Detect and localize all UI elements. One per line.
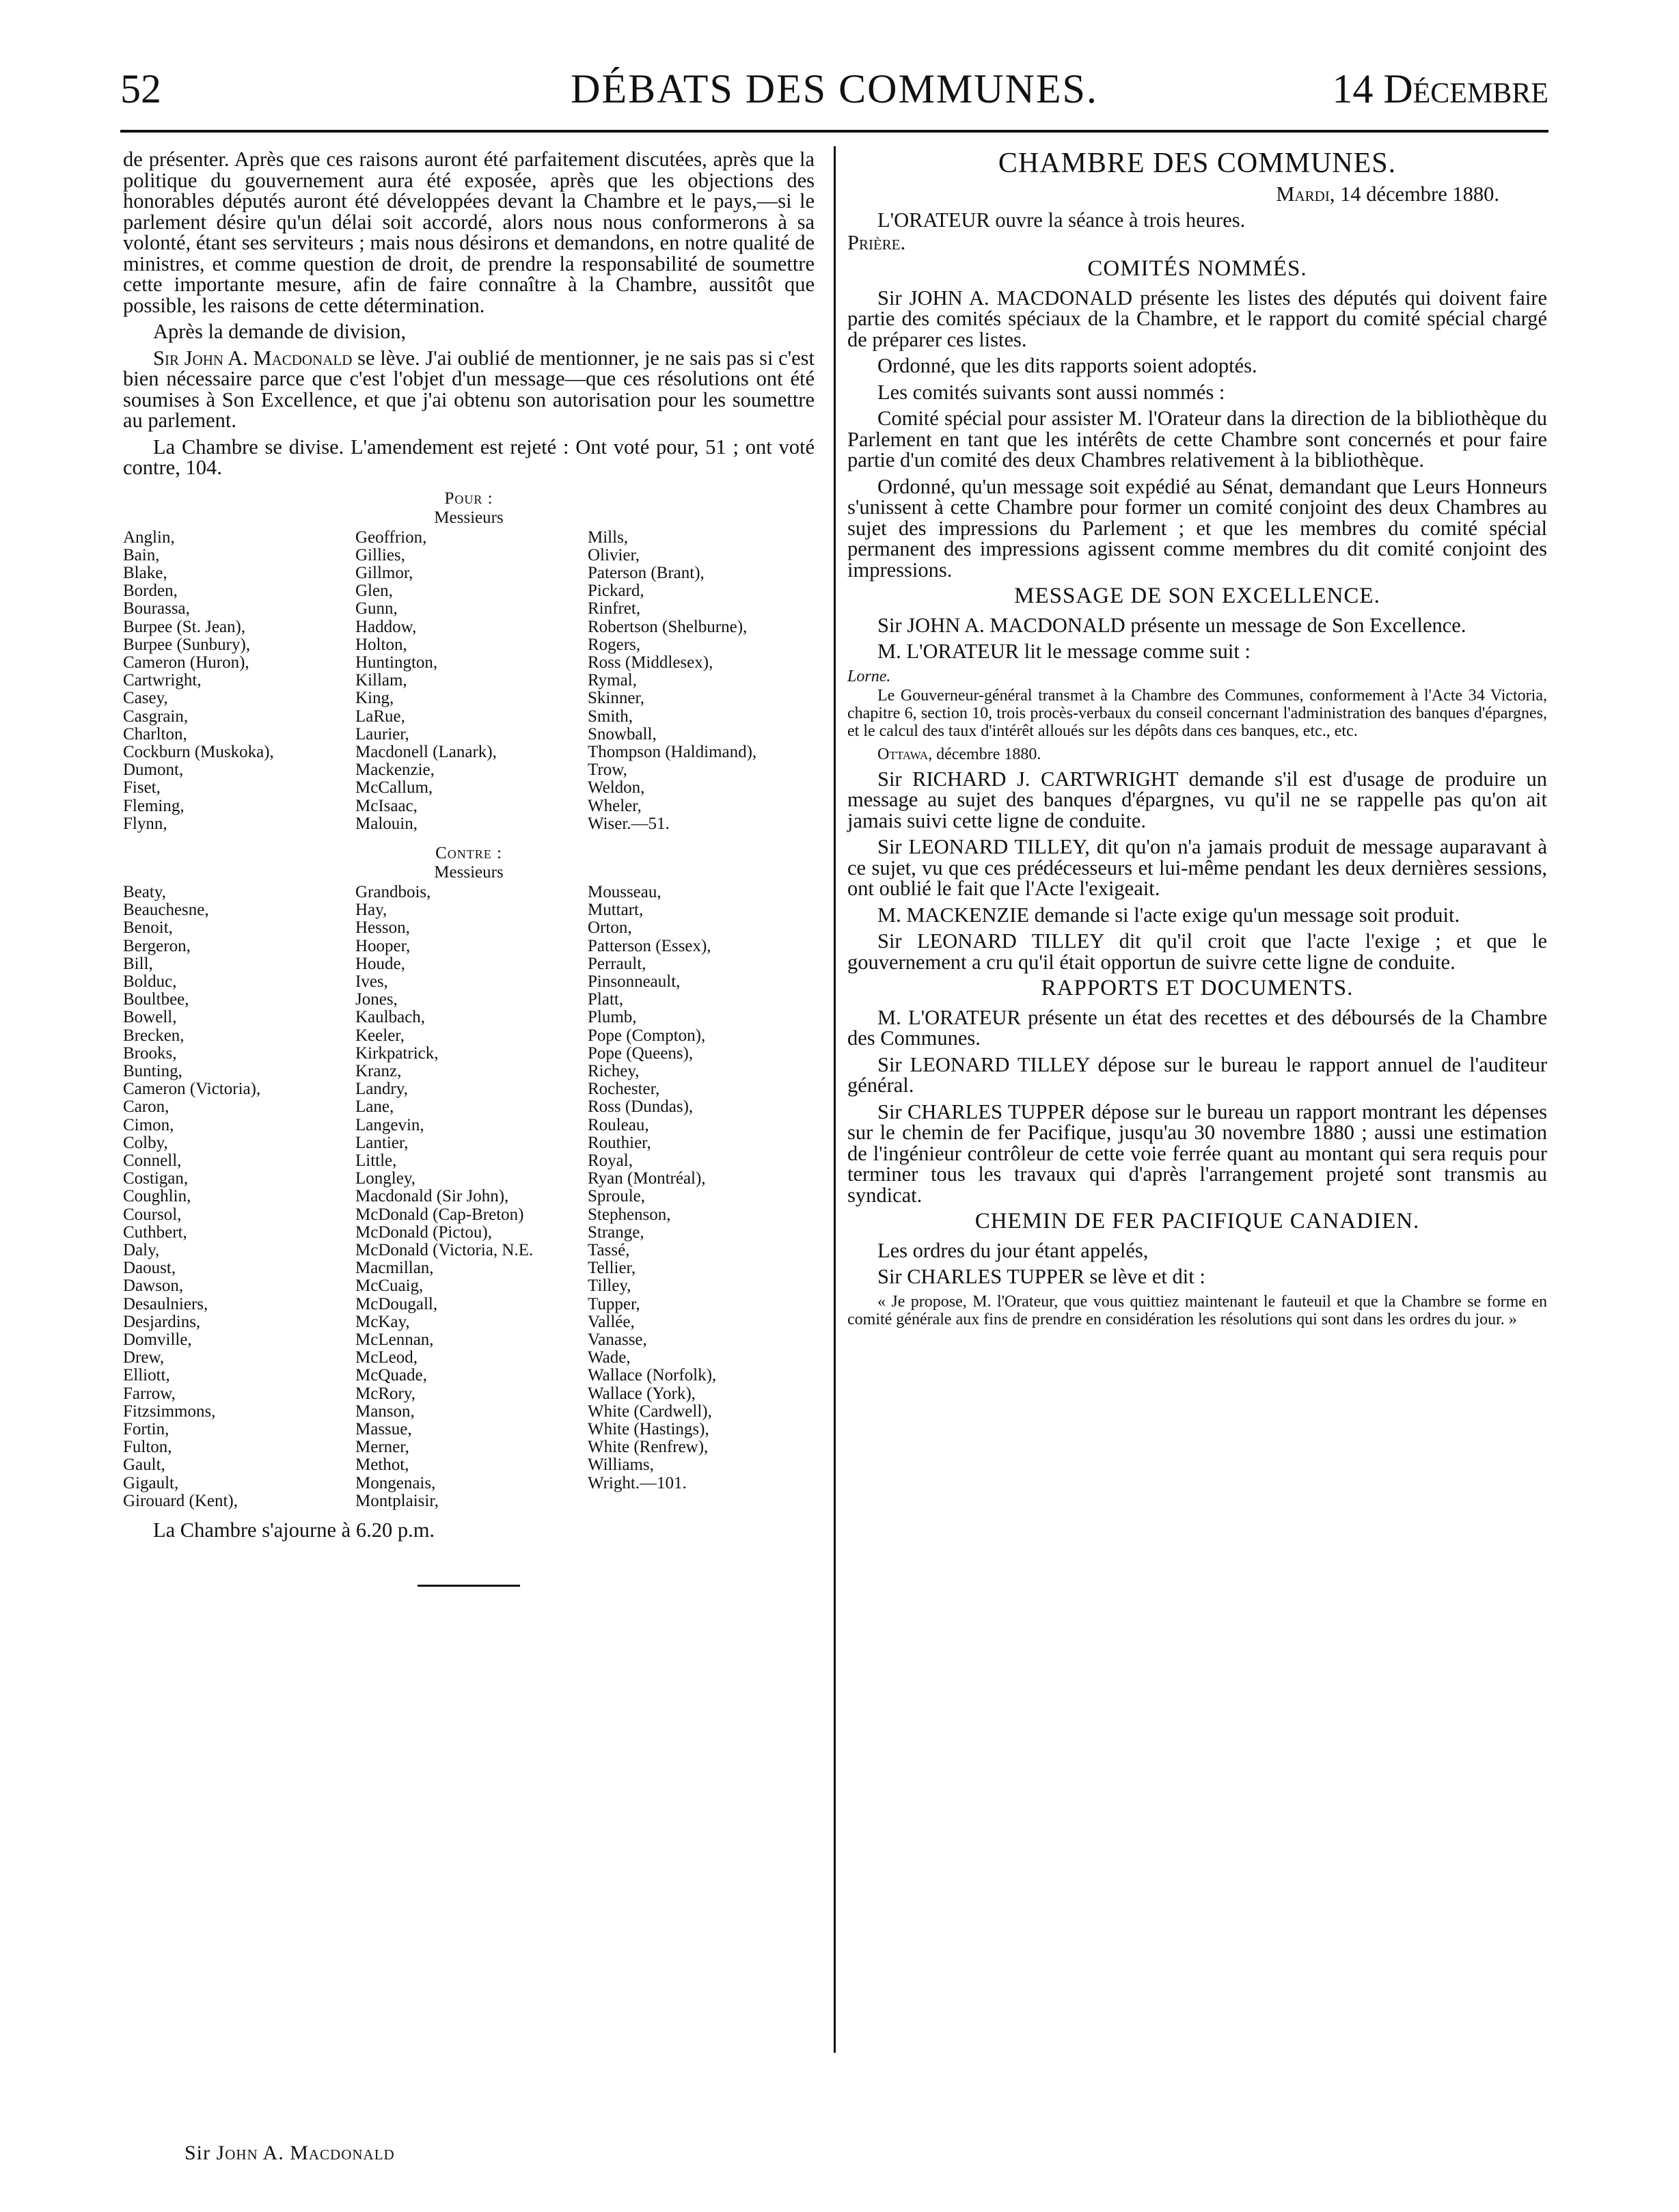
member-name: Cameron (Victoria), — [123, 1080, 261, 1099]
contre-heading: Contre : Messieurs — [434, 843, 504, 882]
member-name: Bill, — [123, 955, 153, 973]
member-name: Hesson, — [355, 919, 410, 938]
member-name: Methot, — [355, 1456, 409, 1475]
member-name: Muttart, — [588, 901, 644, 920]
member-name: Mackenzie, — [355, 761, 435, 780]
chemin-heading: CHEMIN DE FER PACIFIQUE CANADIEN. — [974, 1209, 1420, 1233]
member-name: Laurier, — [355, 725, 409, 743]
adjourn-paragraph: La Chambre s'ajourne à 6.20 p.m. — [153, 1518, 435, 1542]
rapports-heading: RAPPORTS ET DOCUMENTS. — [1041, 976, 1354, 1000]
divides-paragraph: La Chambre se divise. L'amendement est rejeté : Ont voté pour, 51 ; ont voté contre, 104. — [123, 435, 815, 479]
ottawa-dateline: Ottawa, décembre 1880. — [877, 745, 1041, 763]
member-name: Thompson (Haldimand), — [588, 743, 757, 761]
member-name: Wade, — [588, 1349, 631, 1367]
member-name: Bolduc, — [123, 972, 177, 991]
member-name: Rinfret, — [588, 600, 641, 618]
signature-footer: Sir John A. Macdonald — [185, 2142, 395, 2164]
member-name: Hay, — [355, 901, 387, 920]
member-name: Ross (Middlesex), — [588, 653, 713, 672]
right-column — [847, 149, 1547, 1334]
member-name: Burpee (St. Jean), — [123, 618, 246, 636]
member-name: Wheler, — [588, 797, 642, 815]
member-name: Killam, — [355, 672, 407, 690]
header-rule — [120, 130, 1548, 133]
member-name: Charlton, — [123, 725, 187, 743]
member-name: Cartwright, — [123, 672, 202, 690]
rapports-p1: M. L'ORATEUR présente un état des recettes et des déboursés de la Chambre des Communes. — [847, 1005, 1547, 1050]
comites-p1: Sir JOHN A. MACDONALD présente les listes des députés qui doivent faire partie des comités spéciaux de la Chambre, et le rapport du comité spécial chargé de préparer ces listes. — [847, 286, 1547, 351]
section-rule — [418, 1585, 520, 1587]
member-name: Daly, — [123, 1242, 160, 1260]
contre-list — [123, 884, 815, 1510]
member-name: Merner, — [355, 1438, 409, 1457]
member-name: Desaulniers, — [123, 1295, 208, 1313]
member-name: Fulton, — [123, 1438, 172, 1457]
member-name: Pinsonneault, — [588, 972, 681, 991]
member-name: Montplaisir, — [355, 1492, 439, 1510]
message-body: Le Gouverneur-général transmet à la Chambre des Communes, conformement à l'Acte 34 Victoria, chapitre 6, section 10, trois procès-verbaux du conseil concernant l'administration des banques d'épargnes, et le calcul des taux d'intérêt alloués sur les dépôts dans ces banques, etc., etc. — [847, 686, 1547, 740]
member-name: Bunting, — [123, 1062, 182, 1080]
member-name: Anglin, — [123, 528, 175, 547]
member-name: Connell, — [123, 1152, 182, 1170]
member-name: Hooper, — [355, 937, 411, 955]
member-name: Gillmor, — [355, 564, 413, 582]
member-name: Cimon, — [123, 1116, 174, 1134]
member-name: Desjardins, — [123, 1313, 201, 1331]
member-name: Geoffrion, — [355, 528, 427, 547]
member-name: Daoust, — [123, 1259, 176, 1278]
member-name: McDonald (Cap-Breton) — [355, 1205, 524, 1224]
member-name: Skinner, — [588, 689, 645, 708]
member-name: Tassé, — [588, 1242, 630, 1260]
member-name: Girouard (Kent), — [123, 1492, 238, 1510]
member-name: Ross (Dundas), — [588, 1098, 694, 1117]
member-name: Ives, — [355, 972, 388, 991]
member-name: Caron, — [123, 1098, 169, 1117]
session-date: Mardi, 14 décembre 1880. — [1276, 182, 1499, 206]
member-name: Manson, — [355, 1402, 415, 1421]
member-name: Fitzsimmons, — [123, 1402, 216, 1421]
chamber-heading: CHAMBRE DES COMMUNES. — [998, 148, 1397, 179]
member-name: Little, — [355, 1152, 397, 1170]
member-name: Langevin, — [355, 1116, 424, 1134]
member-name: Vanasse, — [588, 1331, 647, 1350]
member-name: Bergeron, — [123, 937, 191, 955]
rapports-p3: Sir CHARLES TUPPER dépose sur le bureau un rapport montrant les dépenses sur le chemin de fer Pacifique, jusqu'au 30 novembre 1880 ; aussi une estimation de l'ingénieur contrôleur de cette voie ferrée quant au montant qui sera requis pour terminer tous les travaux qui d'après l'arrangement projeté sont transmis au syndicat. — [847, 1100, 1547, 1207]
member-name: Macdonald (Sir John), — [355, 1188, 509, 1206]
member-name: Domville, — [123, 1331, 192, 1350]
page-number: 52 — [120, 66, 161, 111]
division-paragraph: Après la demande de division, — [153, 320, 407, 343]
rapports-p2: Sir LEONARD TILLEY dépose sur le bureau le rapport annuel de l'auditeur général. — [847, 1052, 1548, 1097]
member-name: Macdonell (Lanark), — [355, 743, 497, 761]
opening-paragraph: de présenter. Après que ces raisons auront été parfaitement discutées, après que la politique du gouvernement aura été exposée, après que les objections des honorables députés auront été développées devant la Chambre et le pays,—si le parlement désire qu'un délai soit accordé, alors nous nous conformerons à sa volonté, étant ses serviteurs ; mais nous désirons et demandons, en notre qualité de ministres, et comme question de droit, de prendre la responsabilité de soumettre cette importante mesure, afin de faire connaître à la Chambre, aussitôt que possible, les raisons de cette détermination. — [123, 148, 815, 317]
member-name: Wallace (Norfolk), — [588, 1367, 717, 1385]
member-name: Farrow, — [123, 1384, 176, 1403]
member-name: Rogers, — [588, 636, 641, 654]
member-name: Beauchesne, — [123, 901, 209, 920]
chemin-p2: Sir CHARLES TUPPER se lève et dit : — [877, 1265, 1205, 1288]
member-name: Fleming, — [123, 797, 185, 815]
member-name: LaRue, — [355, 707, 405, 726]
member-name: McKay, — [355, 1313, 410, 1331]
member-name: Mills, — [588, 528, 629, 547]
member-name: Snowball, — [588, 725, 657, 743]
member-name: Sproule, — [588, 1188, 646, 1206]
comites-heading: COMITÉS NOMMÉS. — [1087, 256, 1307, 281]
member-name: McCuaig, — [355, 1277, 424, 1296]
message-heading: MESSAGE DE SON EXCELLENCE. — [1014, 584, 1380, 608]
member-name: Casgrain, — [123, 707, 189, 726]
member-name: Kranz, — [355, 1062, 402, 1080]
left-column — [123, 149, 815, 1587]
orateur-opening: L'ORATEUR ouvre la séance à trois heures. — [877, 208, 1246, 232]
message-p1: Sir JOHN A. MACDONALD présente un message de Son Excellence. — [877, 613, 1466, 637]
member-name: Paterson (Brant), — [588, 564, 705, 582]
member-name: Massue, — [355, 1421, 412, 1439]
chemin-quote: « Je propose, M. l'Orateur, que vous quittiez maintenant le fauteuil et que la Chambre se forme en comité générale aux fins de prendre en considération les résolutions qui sont dans les ordres du jour. » — [847, 1292, 1547, 1328]
member-name: Cockburn (Muskoka), — [123, 743, 274, 761]
member-name: Pope (Queens), — [588, 1044, 694, 1063]
member-name: McDonald (Pictou), — [355, 1223, 492, 1242]
member-name: Dumont, — [123, 761, 184, 780]
member-name: Gigault, — [123, 1474, 179, 1492]
member-name: Gunn, — [355, 600, 398, 618]
member-name: Tupper, — [588, 1295, 640, 1313]
member-name: Pope (Compton), — [588, 1026, 706, 1045]
member-name: Wiser.—51. — [588, 815, 670, 833]
member-name: Perrault, — [588, 955, 646, 973]
member-name: Malouin, — [355, 815, 418, 833]
member-name: Bowell, — [123, 1009, 177, 1027]
member-name: Borden, — [123, 582, 178, 601]
comites-p4: Comité spécial pour assister M. l'Orateur dans la direction de la bibliothèque du Parlement en tant que les intérêts de cette Chambre sont concernés et pour faire partie d'un comité des deux Chambres relativement à la bibliothèque. — [847, 407, 1547, 472]
member-name: Elliott, — [123, 1367, 170, 1385]
macdonald-paragraph: Sir John A. Macdonald se lève. J'ai oublié de mentionner, je ne sais pas si c'est bien nécessaire parce que c'est l'objet d'un message—que ces résolutions ont été soumises à Son Excellence, et que j'ai obtenu son autorisation pour les soumettre au parlement. — [123, 346, 815, 432]
member-name: Landry, — [355, 1080, 408, 1099]
member-name: Gillies, — [355, 546, 405, 564]
member-name: Haddow, — [355, 618, 417, 636]
member-name: Boultbee, — [123, 991, 189, 1009]
member-name: Vallée, — [588, 1313, 635, 1331]
member-name: Benoit, — [123, 919, 173, 938]
member-name: Huntington, — [355, 653, 438, 672]
member-name: Rymal, — [588, 672, 637, 690]
cartwright-paragraph: Sir RICHARD J. CARTWRIGHT demande s'il est d'usage de produire un message au sujet des banques d'épargnes, vu qu'il ne se rappelle pas qu'on ait jamais suivi cette ligne de conduite. — [847, 767, 1547, 832]
member-name: Orton, — [588, 919, 632, 938]
page-title: DÉBATS DES COMMUNES. — [571, 66, 1098, 111]
lorne-signature: Lorne. — [847, 667, 891, 685]
member-name: Robertson (Shelburne), — [588, 618, 748, 636]
member-name: McLeod, — [355, 1349, 418, 1367]
chemin-p1: Les ordres du jour étant appelés, — [877, 1238, 1149, 1262]
member-name: Cameron (Huron), — [123, 653, 249, 672]
member-name: Plumb, — [588, 1009, 637, 1027]
member-name: Routhier, — [588, 1134, 651, 1152]
member-name: Weldon, — [588, 779, 645, 797]
member-name: Bourassa, — [123, 600, 190, 618]
member-name: Fortin, — [123, 1421, 169, 1439]
member-name: Casey, — [123, 689, 168, 708]
member-name: McDougall, — [355, 1295, 438, 1313]
member-name: White (Hastings), — [588, 1421, 709, 1439]
member-name: Holton, — [355, 636, 407, 654]
member-name: Flynn, — [123, 815, 167, 833]
member-name: Drew, — [123, 1349, 165, 1367]
member-name: Cuthbert, — [123, 1223, 187, 1242]
member-name: McDonald (Victoria, N.E. — [355, 1242, 534, 1260]
member-name: Coursol, — [123, 1205, 182, 1224]
member-name: McLennan, — [355, 1331, 434, 1350]
member-name: Longley, — [355, 1170, 415, 1188]
member-name: Rouleau, — [588, 1116, 649, 1134]
member-name: Tilley, — [588, 1277, 631, 1296]
member-name: Mousseau, — [588, 883, 661, 901]
member-name: Bain, — [123, 546, 160, 564]
member-name: Ryan (Montréal), — [588, 1170, 706, 1188]
member-name: Macmillan, — [355, 1259, 434, 1278]
member-name: Brecken, — [123, 1026, 185, 1045]
member-name: Fiset, — [123, 779, 161, 797]
tilley1-paragraph: Sir LEONARD TILLEY, dit qu'on n'a jamais produit de message auparavant à ce sujet, vu que ces prédécesseurs et lui-même pendant les deux dernières sessions, ont oublié le fait que l'Acte l'exigeait. — [847, 835, 1547, 900]
member-name: Kirkpatrick, — [355, 1044, 439, 1063]
member-name: Rochester, — [588, 1080, 660, 1099]
member-name: Burpee (Sunbury), — [123, 636, 251, 654]
member-name: Stephenson, — [588, 1205, 671, 1224]
member-name: Platt, — [588, 991, 624, 1009]
member-name: Costigan, — [123, 1170, 189, 1188]
member-name: White (Cardwell), — [588, 1402, 712, 1421]
member-name: Smith, — [588, 707, 633, 726]
comites-p3: Les comités suivants sont aussi nommés : — [877, 380, 1225, 404]
member-name: White (Renfrew), — [588, 1438, 709, 1457]
header-date: 14 Décembre — [1332, 66, 1548, 111]
member-name: Richey, — [588, 1062, 640, 1080]
member-name: Kaulbach, — [355, 1009, 426, 1027]
member-name: Pickard, — [588, 582, 644, 601]
speaker-name: Sir John A. Macdonald — [153, 346, 353, 370]
member-name: Lantier, — [355, 1134, 409, 1152]
member-name: Wright.—101. — [588, 1474, 687, 1492]
member-name: Patterson (Essex), — [588, 937, 711, 955]
priere: Prière. — [847, 230, 906, 254]
column-divider — [834, 146, 836, 2053]
member-name: Mongenais, — [355, 1474, 436, 1492]
member-name: Blake, — [123, 564, 167, 582]
member-name: Williams, — [588, 1456, 654, 1475]
comites-p2: Ordonné, que les dits rapports soient adoptés. — [877, 354, 1257, 377]
member-name: Grandbois, — [355, 883, 431, 901]
pour-heading: Pour : Messieurs — [434, 489, 504, 527]
member-name: Keeler, — [355, 1026, 405, 1045]
member-name: Strange, — [588, 1223, 644, 1242]
member-name: Houde, — [355, 955, 405, 973]
member-name: Olivier, — [588, 546, 640, 564]
member-name: Dawson, — [123, 1277, 184, 1296]
member-name: McCallum, — [355, 779, 433, 797]
member-name: Glen, — [355, 582, 393, 601]
tilley2-paragraph: Sir LEONARD TILLEY dit qu'il croit que l'acte l'exige ; et que le gouvernement a cru qu'il était opportun de suivre cette ligne de conduite. — [847, 929, 1547, 974]
pour-list — [123, 529, 815, 833]
member-name: Gault, — [123, 1456, 165, 1475]
page-header — [120, 66, 1548, 120]
member-name: McRory, — [355, 1384, 415, 1403]
member-name — [588, 1492, 815, 1510]
member-name: Trow, — [588, 761, 627, 780]
member-name: McQuade, — [355, 1367, 427, 1385]
comites-p5: Ordonné, qu'un message soit expédié au Sénat, demandant que Leurs Honneurs s'unissent à cette Chambre pour former un comité conjoint des deux Chambres au sujet des impressions du Parlement ; et que les membres du comité spécial permanent des impressions agissent comme membres du dit comité conjoint des impressions. — [847, 474, 1547, 582]
member-name: Royal, — [588, 1152, 633, 1170]
member-name: King, — [355, 689, 394, 708]
member-name: Tellier, — [588, 1259, 636, 1278]
member-name: Brooks, — [123, 1044, 177, 1063]
member-name: McIsaac, — [355, 797, 418, 815]
member-name: Lane, — [355, 1098, 394, 1117]
mackenzie-paragraph: M. MACKENZIE demande si l'acte exige qu'un message soit produit. — [877, 903, 1460, 927]
message-p2: M. L'ORATEUR lit le message comme suit : — [877, 640, 1251, 663]
member-name: Coughlin, — [123, 1188, 191, 1206]
member-name: Colby, — [123, 1134, 168, 1152]
member-name: Jones, — [355, 991, 398, 1009]
member-name: Beaty, — [123, 883, 166, 901]
member-name: Wallace (York), — [588, 1384, 696, 1403]
